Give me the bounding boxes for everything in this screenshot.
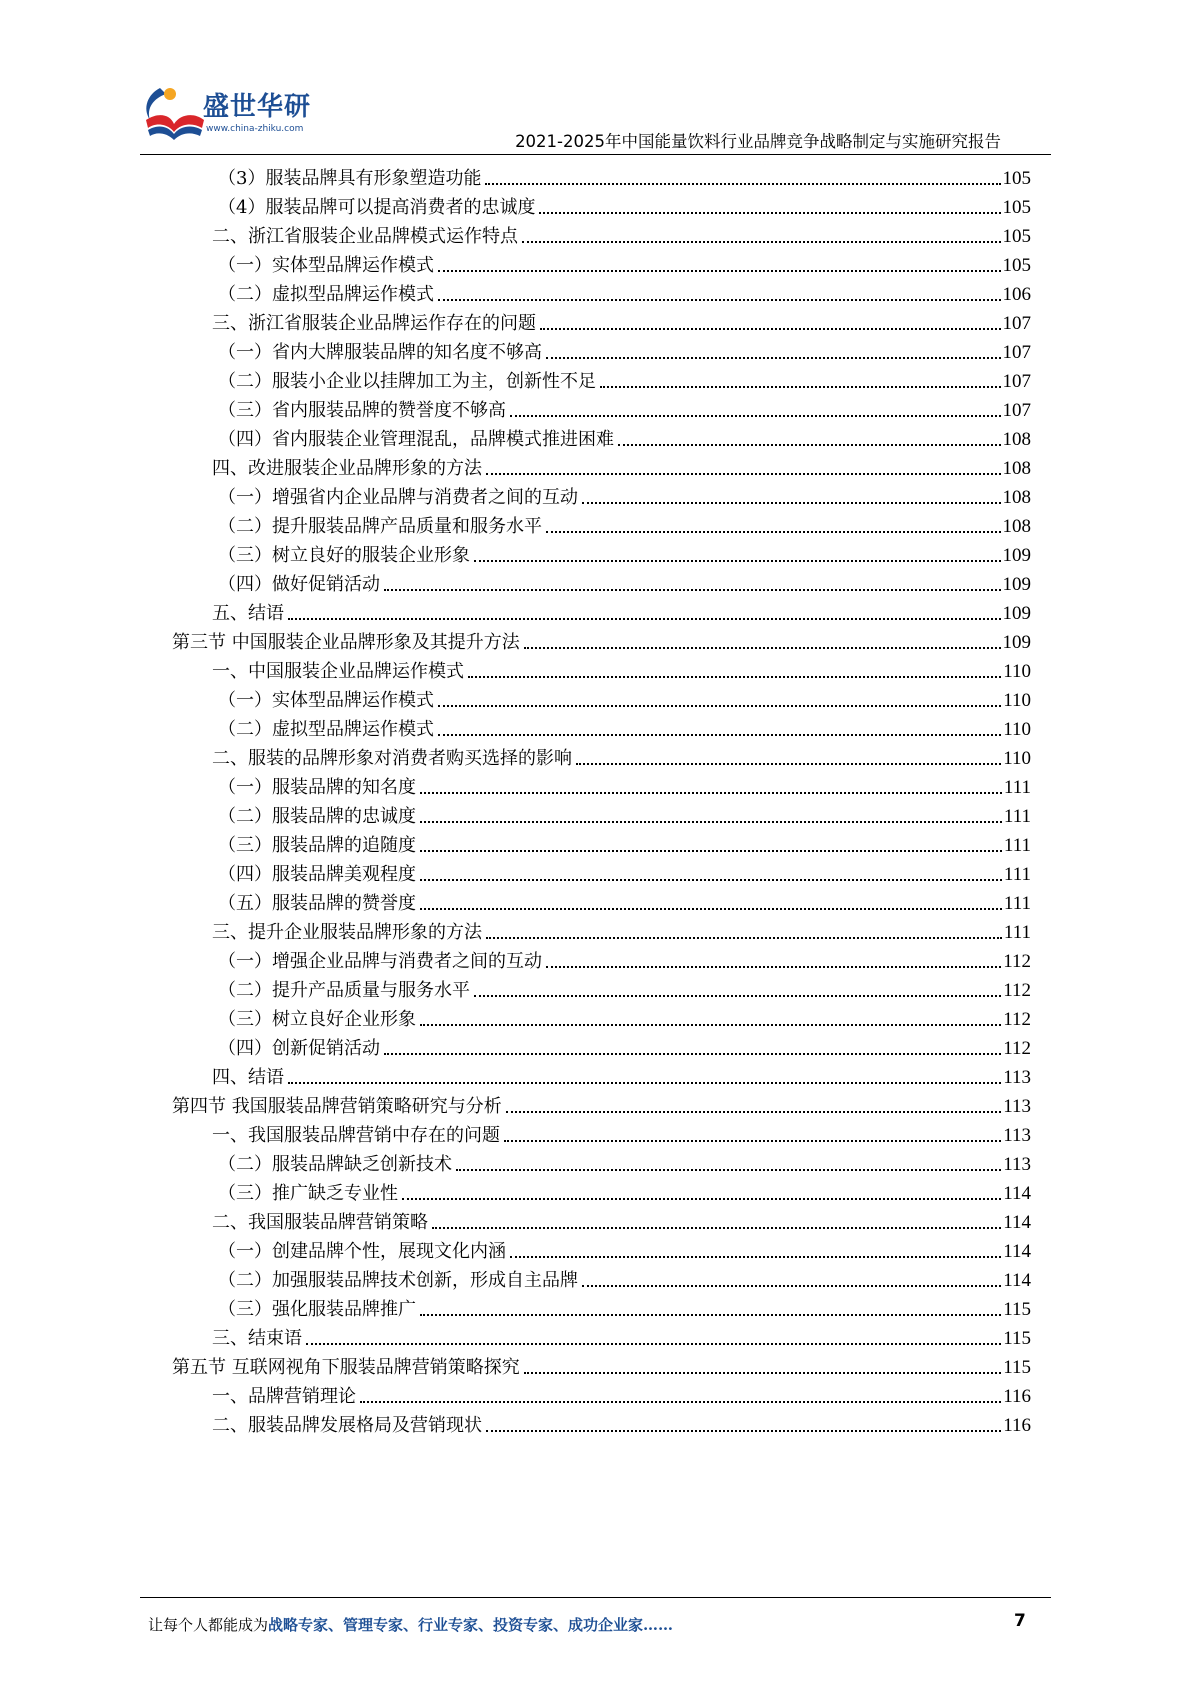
toc-entry-page: 108 (1002, 516, 1031, 537)
toc-dot-leader (474, 560, 1001, 562)
toc-entry[interactable] (0, 1117, 1031, 1147)
toc-dot-leader (438, 705, 1001, 707)
toc-entry-label: （三）服装品牌的追随度 (218, 835, 416, 856)
toc-entry[interactable] (0, 537, 1031, 567)
toc-entry[interactable] (0, 914, 1031, 944)
toc-entry-label: （一）实体型品牌运作模式 (218, 690, 434, 711)
toc-entry-page: 113 (1003, 1096, 1031, 1117)
toc-entry-label: 一、我国服装品牌营销中存在的问题 (212, 1125, 500, 1146)
toc-entry-label: 五、结语 (212, 603, 284, 624)
toc-dot-leader (420, 908, 1002, 910)
toc-dot-leader (506, 1111, 1001, 1113)
toc-entry[interactable] (0, 885, 1031, 915)
toc-entry-label: （二）服装小企业以挂牌加工为主，创新性不足 (218, 371, 596, 392)
toc-entry-page: 112 (1003, 1038, 1031, 1059)
toc-dot-leader (420, 879, 1002, 881)
toc-entry[interactable] (0, 1378, 1031, 1408)
toc-entry-page: 111 (1003, 777, 1031, 798)
toc-entry-label: （二）提升服装品牌产品质量和服务水平 (218, 516, 542, 537)
toc-entry-label: （三）强化服装品牌推广 (218, 1299, 416, 1320)
toc-entry[interactable] (0, 1407, 1031, 1437)
toc-entry-page: 108 (1002, 429, 1031, 450)
toc-entry-label: 三、结束语 (212, 1328, 302, 1349)
toc-dot-leader (539, 212, 1000, 214)
toc-dot-leader (438, 299, 1001, 301)
toc-entry[interactable] (0, 856, 1031, 886)
toc-entry[interactable] (0, 334, 1031, 364)
toc-entry-page: 114 (1003, 1241, 1031, 1262)
toc-entry-page: 107 (1002, 342, 1031, 363)
toc-entry-page: 110 (1003, 748, 1031, 769)
toc-entry[interactable] (0, 160, 1031, 190)
toc-entry[interactable] (0, 1233, 1031, 1263)
toc-entry-page: 109 (1002, 545, 1031, 566)
toc-entry[interactable] (0, 624, 1031, 654)
toc-dot-leader (432, 1227, 1001, 1229)
toc-dot-leader (510, 1256, 1001, 1258)
toc-entry[interactable] (0, 247, 1031, 277)
toc-entry-label: （4）服装品牌可以提高消费者的忠诚度 (218, 197, 536, 218)
toc-entry-label: （二）虚拟型品牌运作模式 (218, 284, 434, 305)
toc-entry[interactable] (0, 1059, 1031, 1089)
toc-entry-label: 二、浙江省服装企业品牌模式运作特点 (212, 226, 518, 247)
toc-dot-leader (546, 531, 1001, 533)
toc-dot-leader (486, 473, 1001, 475)
toc-dot-leader (486, 937, 1002, 939)
toc-entry[interactable] (0, 1175, 1031, 1205)
footer-slogan-prefix: 让每个人都能成为 (148, 1616, 269, 1634)
toc-entry-page: 111 (1003, 922, 1031, 943)
toc-entry-label: 二、服装品牌发展格局及营销现状 (212, 1415, 482, 1436)
toc-dot-leader (524, 647, 1001, 649)
toc-entry-label: （三）省内服装品牌的赞誉度不够高 (218, 400, 506, 421)
toc-entry-label: 三、提升企业服装品牌形象的方法 (212, 922, 482, 943)
toc-entry[interactable] (0, 711, 1031, 741)
toc-dot-leader (420, 821, 1002, 823)
toc-entry-page: 114 (1003, 1270, 1031, 1291)
toc-entry[interactable] (0, 508, 1031, 538)
toc-entry[interactable] (0, 769, 1031, 799)
toc-entry[interactable] (0, 305, 1031, 335)
toc-entry[interactable] (0, 1291, 1031, 1321)
toc-entry-label: （二）加强服装品牌技术创新，形成自主品牌 (218, 1270, 578, 1291)
toc-entry-page: 113 (1003, 1125, 1031, 1146)
page-number: 7 (1014, 1611, 1026, 1631)
toc-dot-leader (438, 270, 1001, 272)
toc-dot-leader (582, 1285, 1001, 1287)
toc-dot-leader (288, 618, 1001, 620)
toc-entry-label: （二）提升产品质量与服务水平 (218, 980, 470, 1001)
toc-entry-label: （五）服装品牌的赞誉度 (218, 893, 416, 914)
toc-entry-page: 115 (1003, 1328, 1031, 1349)
toc-entry[interactable] (0, 450, 1031, 480)
toc-entry[interactable] (0, 1204, 1031, 1234)
toc-entry-page: 107 (1002, 400, 1031, 421)
toc-entry-page: 112 (1003, 1009, 1031, 1030)
toc-entry[interactable] (0, 1262, 1031, 1292)
toc-entry[interactable] (0, 276, 1031, 306)
toc-entry-page: 107 (1002, 371, 1031, 392)
footer-divider (140, 1597, 1051, 1598)
toc-entry[interactable] (0, 827, 1031, 857)
toc-dot-leader (524, 1372, 1001, 1374)
toc-entry-page: 111 (1003, 893, 1031, 914)
toc-entry-page: 105 (1002, 168, 1031, 189)
toc-entry-label: （三）树立良好企业形象 (218, 1009, 416, 1030)
toc-entry-label: （三）推广缺乏专业性 (218, 1183, 398, 1204)
header-divider (140, 154, 1051, 155)
toc-entry[interactable] (0, 1030, 1031, 1060)
toc-dot-leader (546, 966, 1001, 968)
toc-entry[interactable] (0, 566, 1031, 596)
toc-entry-label: 四、改进服装企业品牌形象的方法 (212, 458, 482, 479)
toc-dot-leader (504, 1140, 1001, 1142)
toc-entry[interactable] (0, 595, 1031, 625)
toc-dot-leader (420, 1024, 1001, 1026)
toc-entry-page: 109 (1002, 603, 1031, 624)
toc-entry-label: （一）创建品牌个性，展现文化内涵 (218, 1241, 506, 1262)
toc-entry-page: 105 (1002, 255, 1031, 276)
toc-entry-page: 110 (1003, 690, 1031, 711)
toc-entry-page: 115 (1003, 1299, 1031, 1320)
toc-dot-leader (438, 734, 1001, 736)
toc-entry-page: 113 (1003, 1067, 1031, 1088)
toc-dot-leader (582, 502, 1001, 504)
toc-entry-page: 116 (1003, 1386, 1031, 1407)
toc-entry-page: 111 (1003, 835, 1031, 856)
toc-entry-label: 第三节 中国服装企业品牌形象及其提升方法 (172, 632, 520, 653)
toc-entry[interactable] (0, 218, 1031, 248)
toc-entry-label: 二、服装的品牌形象对消费者购买选择的影响 (212, 748, 572, 769)
toc-entry-page: 114 (1003, 1212, 1031, 1233)
toc-entry-label: （一）增强省内企业品牌与消费者之间的互动 (218, 487, 578, 508)
toc-entry-label: （四）省内服装企业管理混乱，品牌模式推进困难 (218, 429, 614, 450)
toc-dot-leader (540, 328, 1001, 330)
toc-entry[interactable] (0, 682, 1031, 712)
toc-entry-label: （3）服装品牌具有形象塑造功能 (218, 168, 482, 189)
footer-slogan-highlight: 战略专家、管理专家、行业专家、投资专家、成功企业家…… (268, 1616, 674, 1634)
toc-entry-label: （四）创新促销活动 (218, 1038, 380, 1059)
toc-entry-page: 110 (1003, 719, 1031, 740)
toc-entry-label: （一）增强企业品牌与消费者之间的互动 (218, 951, 542, 972)
toc-dot-leader (486, 1430, 1001, 1432)
toc-entry-page: 112 (1003, 951, 1031, 972)
toc-entry-label: 四、结语 (212, 1067, 284, 1088)
toc-entry-label: （一）服装品牌的知名度 (218, 777, 416, 798)
toc-entry[interactable] (0, 421, 1031, 451)
toc-entry-page: 111 (1003, 806, 1031, 827)
toc-dot-leader (618, 444, 1001, 446)
toc-entry[interactable] (0, 1146, 1031, 1176)
toc-entry-page: 111 (1003, 864, 1031, 885)
toc-entry[interactable] (0, 1349, 1031, 1379)
toc-entry-page: 110 (1003, 661, 1031, 682)
toc-entry[interactable] (0, 1001, 1031, 1031)
toc-dot-leader (468, 676, 1001, 678)
toc-entry-label: （三）树立良好的服装企业形象 (218, 545, 470, 566)
toc-dot-leader (474, 995, 1001, 997)
toc-dot-leader (576, 763, 1001, 765)
toc-dot-leader (384, 1053, 1001, 1055)
toc-entry-label: （一）实体型品牌运作模式 (218, 255, 434, 276)
toc-entry-page: 105 (1002, 226, 1031, 247)
logo-url: www.china-zhiku.com (206, 124, 304, 134)
toc-entry-page: 115 (1003, 1357, 1031, 1378)
toc-entry-label: 第五节 互联网视角下服装品牌营销策略探究 (172, 1357, 520, 1378)
toc-entry-page: 108 (1002, 487, 1031, 508)
toc-dot-leader (288, 1082, 1001, 1084)
report-title: 2021-2025年中国能量饮料行业品牌竞争战略制定与实施研究报告 (515, 132, 1001, 151)
toc-dot-leader (600, 386, 1001, 388)
toc-entry-page: 107 (1002, 313, 1031, 334)
toc-dot-leader (420, 792, 1002, 794)
toc-entry-page: 109 (1002, 632, 1031, 653)
toc-dot-leader (402, 1198, 1001, 1200)
toc-entry-page: 106 (1002, 284, 1031, 305)
toc-entry[interactable] (0, 943, 1031, 973)
toc-entry-page: 105 (1002, 197, 1031, 218)
toc-dot-leader (384, 589, 1001, 591)
toc-entry-page: 112 (1003, 980, 1031, 1001)
toc-entry-label: （四）做好促销活动 (218, 574, 380, 595)
toc-entry-label: （二）服装品牌的忠诚度 (218, 806, 416, 827)
toc-entry[interactable] (0, 363, 1031, 393)
toc-entry-label: 第四节 我国服装品牌营销策略研究与分析 (172, 1096, 502, 1117)
toc-entry-label: （四）服装品牌美观程度 (218, 864, 416, 885)
toc-dot-leader (485, 183, 1000, 185)
toc-entry-label: 二、我国服装品牌营销策略 (212, 1212, 428, 1233)
toc-dot-leader (360, 1401, 1001, 1403)
toc-entry-page: 116 (1003, 1415, 1031, 1436)
toc-entry-label: （二）虚拟型品牌运作模式 (218, 719, 434, 740)
toc-entry[interactable] (0, 798, 1031, 828)
book-logo-icon (140, 80, 210, 145)
toc-dot-leader (420, 1314, 1001, 1316)
toc-entry[interactable] (0, 1088, 1031, 1118)
toc-entry-label: （二）服装品牌缺乏创新技术 (218, 1154, 452, 1175)
logo-name: 盛世华研 (203, 92, 312, 122)
toc-entry[interactable] (0, 972, 1031, 1002)
toc-entry[interactable] (0, 392, 1031, 422)
toc-entry[interactable] (0, 1320, 1031, 1350)
toc-entry[interactable] (0, 740, 1031, 770)
toc-entry-label: 三、浙江省服装企业品牌运作存在的问题 (212, 313, 536, 334)
toc-entry-page: 114 (1003, 1183, 1031, 1204)
toc-entry[interactable] (0, 189, 1031, 219)
toc-entry-page: 113 (1003, 1154, 1031, 1175)
toc-entry-page: 108 (1002, 458, 1031, 479)
toc-dot-leader (420, 850, 1002, 852)
toc-entry[interactable] (0, 479, 1031, 509)
toc-dot-leader (510, 415, 1001, 417)
footer-slogan (148, 1614, 673, 1635)
toc-entry-label: （一）省内大牌服装品牌的知名度不够高 (218, 342, 542, 363)
toc-dot-leader (546, 357, 1001, 359)
toc-entry-label: 一、品牌营销理论 (212, 1386, 356, 1407)
company-logo (140, 80, 330, 145)
toc-entry[interactable] (0, 653, 1031, 683)
toc-dot-leader (456, 1169, 1001, 1171)
toc-dot-leader (306, 1343, 1001, 1345)
toc-entry-page: 109 (1002, 574, 1031, 595)
toc-entry-label: 一、中国服装企业品牌运作模式 (212, 661, 464, 682)
toc-dot-leader (522, 241, 1001, 243)
